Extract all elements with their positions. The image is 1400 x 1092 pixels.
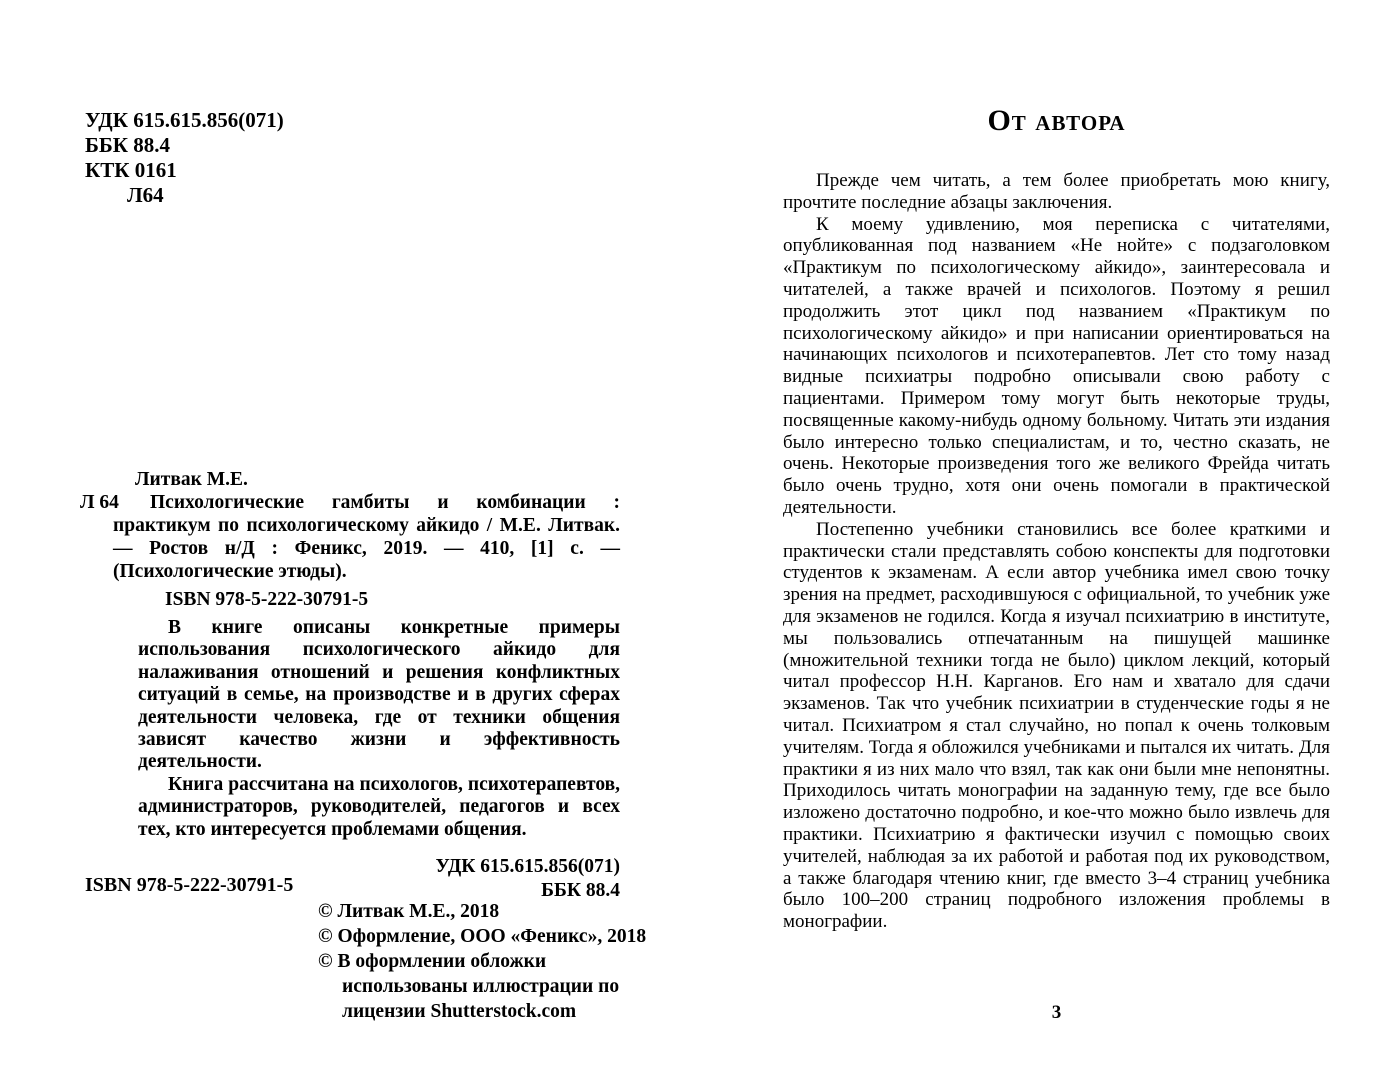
- ktk-code: КТК 0161: [85, 158, 177, 182]
- udc-code: УДК 615.615.856(071): [85, 108, 284, 132]
- copyright-line-design: © Оформление, ООО «Феникс», 2018: [318, 926, 647, 947]
- udc-code-repeat: УДК 615.615.856(071): [435, 856, 620, 878]
- card-author-sign: Л 64: [80, 492, 119, 513]
- page-number: 3: [1051, 1002, 1062, 1023]
- card-description-row: [80, 491, 620, 583]
- copyright-block: [318, 899, 663, 1024]
- body-paragraph-3: Постепенно учебники становились все более краткими и практически стали представлять собою конспекты для подготовки студентов к экзаменам. А если автор учебника имел свою точку зрения на предмет, расходившуюся с официальной, то учебник уже для экзаменов не годился. Когда я изучал психиатрию в институте, мы пользовались отпечатанным на пишущей машинке (множительной техники тогда не было) циклом лекций, который читал профессор Н.Н. Карганов. Его нам и хватало для сдачи экзаменов. Так что учебник психиатрии в студенческие годы я не читал. Психиатром я стал случайно, но попал к очень толковым учителям. Тогда я обложился учебниками и пытался их читать. Для практики я из них мало что взял, так как они были мне непонятны. Приходилось читать монографии на заданную тему, где все было изложено достаточно подробно, и кое-что можно было извлечь для практики. Психиатрию я фактически изучил с помощью своих учителей, наблюдая за их работой и работая под их руководством, а также благодаря чтению книг, где вместо 3–4 страниц учебника было 100–200 страниц подробного изложения проблемы в монографии.: [783, 518, 1330, 933]
- bbk-code-repeat: ББК 88.4: [541, 880, 620, 902]
- body-paragraph-1: Прежде чем читать, а тем более приобретать мою книгу, прочтите последние абзацы заключения.: [783, 170, 1330, 213]
- isbn-bottom: ISBN 978-5-222-30791-5: [85, 874, 294, 896]
- catalog-card: [80, 468, 620, 903]
- card-isbn: ISBN 978-5-222-30791-5: [165, 589, 369, 610]
- annotation-paragraph-2: Книга рассчитана на психологов, психотерапевтов, администраторов, руководителей, педагогов и всех тех, кто интересуется проблемами общения.: [138, 773, 620, 840]
- preface-body: [783, 170, 1330, 933]
- copyright-line-cover: © В оформлении обложки использованы иллюстрации по лицензии Shutterstock.com: [318, 951, 620, 1022]
- author-sign-code: Л64: [127, 183, 164, 207]
- preface-page: [700, 0, 1400, 1092]
- copyright-line-author: © Литвак М.Е., 2018: [318, 901, 500, 922]
- bbk-code: ББК 88.4: [85, 133, 170, 157]
- annotation-paragraph-1: В книге описаны конкретные примеры использования психологического айкидо для налаживания отношений и решения конфликтных ситуаций в семье, на производстве и в других сферах деятельности человека, где от техники общения зависят качество жизни и эффективность деятельности.: [138, 617, 620, 773]
- body-paragraph-2: К моему удивлению, моя переписка с читателями, опубликованная под названием «Не нойте» с подзаголовком «Практикум по психологическому айкидо», заинтересовала и читателей, а также врачей и психологов. Поэтому я решил продолжить этот цикл под названием «Практикум по психологическому айкидо» и при написании ориентироваться на начинающих психологов и психотерапевтов. Лет сто тому назад видные психиатры подробно описывали свою работу с пациентами. Примером тому могут быть некоторые труды, посвященные какому-нибудь одному больному. Читать эти издания было интересно только специалистам, и то, честно сказать, не очень. Некоторые произведения того же великого Фрейда читать было очень трудно, хотя они очень помогали в практической деятельности.: [783, 213, 1330, 518]
- chapter-title: От автора: [987, 104, 1126, 137]
- bibliographic-description: Психологические гамбиты и комбинации : практикум по психологическому айкидо / М.Е. Литвак. — Ростов н/Д : Феникс, 2019. — 410, [1] с. — (Психологические этюды).: [113, 492, 620, 582]
- classification-codes: [85, 108, 284, 208]
- card-author: Литвак М.Е.: [135, 469, 248, 490]
